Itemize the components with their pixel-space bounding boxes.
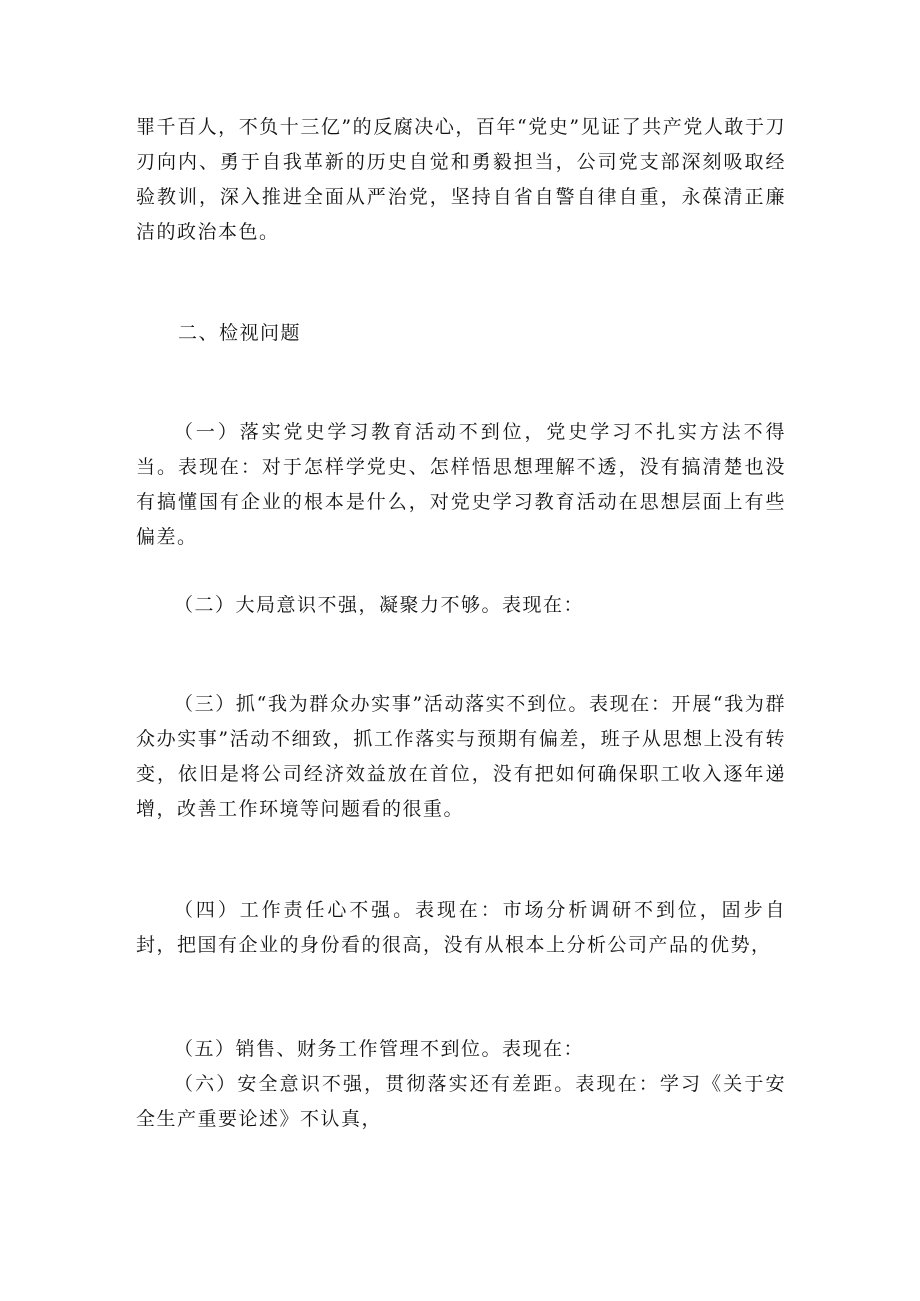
issue-item-4: （四）工作责任心不强。表现在：市场分析调研不到位，固步自封，把国有企业的身份看的很高，没有从根本上分析公司产品的优势， — [136, 899, 786, 956]
issue-item-3: （三）抓“我为群众办实事”活动落实不到位。表现在：开展“我为群众办实事”活动不细致，抓工作落实与预期有偏差，班子从思想上没有转变，依旧是将公司经济效益放在首位，没有把如何确保职工收入逐年递增，改善工作环境等问题看的很重。 — [136, 693, 786, 820]
section-heading: 二、检视问题 — [178, 322, 302, 344]
issue-item-2: （二）大局意识不强，凝聚力不够。表现在： — [174, 594, 585, 616]
issue-item-5: （五）销售、财务工作管理不到位。表现在： — [174, 1038, 585, 1060]
issue-item-1: （一）落实党史学习教育活动不到位，党史学习不扎实方法不得当。表现在：对于怎样学党史、怎样悟思想理解不透，没有搞清楚也没有搞懂国有企业的根本是什么，对党史学习教育活动在思想层面上有些偏差。 — [136, 421, 786, 548]
issue-item-6: （六）安全意识不强，贯彻落实还有差距。表现在：学习《关于安全生产重要论述》不认真， — [136, 1073, 786, 1130]
intro-paragraph: 罪千百人，不负十三亿”的反腐决心，百年“党史”见证了共产党人敢于刀刃向内、勇于自我革新的历史自觉和勇毅担当，公司党支部深刻吸取经验教训，深入推进全面从严治党，坚持自省自警自律自重，永葆清正廉洁的政治本色。 — [136, 116, 786, 243]
